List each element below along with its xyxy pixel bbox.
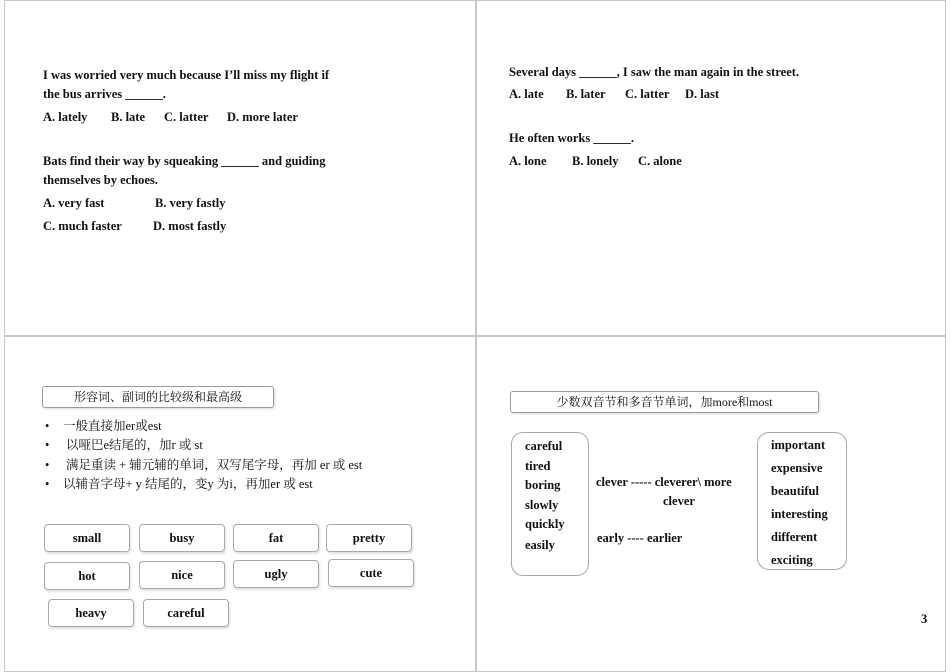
- word-card: heavy: [48, 599, 134, 627]
- option-b: B. lonely: [572, 154, 619, 168]
- option-b: B. very fastly: [155, 196, 226, 210]
- word: slowly: [525, 497, 559, 512]
- slide-1: [4, 0, 476, 336]
- bullet-icon: •: [45, 458, 50, 472]
- question-2-line-1: Bats find their way by squeaking ______ and guiding: [43, 154, 326, 168]
- word-card: fat: [233, 524, 319, 552]
- word-card: small: [44, 524, 130, 552]
- word-card: careful: [143, 599, 229, 627]
- bullet-icon: •: [45, 477, 50, 491]
- bullet-icon: •: [45, 438, 50, 452]
- option-c: C. latter: [625, 87, 670, 101]
- slide-title: 形容词、副词的比较级和最高级: [42, 386, 274, 408]
- option-d: D. last: [685, 87, 720, 101]
- page-number: 3: [921, 612, 928, 626]
- question-2-line-2: themselves by echoes.: [43, 173, 158, 187]
- slide-2: [476, 0, 946, 336]
- slide-title: 少数双音节和多音节单词，加more和most: [510, 391, 819, 413]
- option-c: C. alone: [638, 154, 682, 168]
- word: interesting: [771, 507, 828, 521]
- example-clever-line-2: clever: [663, 494, 695, 508]
- word: beautiful: [771, 484, 819, 498]
- word: careful: [525, 439, 563, 453]
- word: easily: [525, 538, 555, 552]
- word-card: hot: [44, 562, 130, 590]
- option-c: C. latter: [164, 110, 209, 124]
- example-early: early ---- earlier: [597, 531, 683, 545]
- rule-text: 一般直接加er或est: [63, 419, 162, 433]
- rule-text: 满足重读 + 辅元辅的单词，双写尾字母，再加 er 或 est: [66, 458, 363, 472]
- rule-text: 以哑巴e结尾的，加r 或 st: [66, 438, 203, 452]
- option-d: D. more later: [227, 110, 298, 124]
- rule-text: 以辅音字母+ y 结尾的，变y 为i，再加er 或 est: [63, 477, 313, 491]
- option-a: A. lately: [43, 110, 88, 124]
- question-1-line-2: the bus arrives ______.: [43, 87, 166, 101]
- word-column-right: [757, 432, 847, 570]
- word: important: [771, 438, 826, 452]
- option-b: B. later: [566, 87, 606, 101]
- word: quickly: [525, 517, 565, 531]
- question-4-line-1: He often works ______.: [509, 131, 634, 145]
- slide-3: [4, 336, 476, 672]
- slide-4: [476, 336, 946, 672]
- option-a: A. very fast: [43, 196, 105, 210]
- option-c: C. much faster: [43, 219, 122, 233]
- word: exciting: [771, 553, 813, 567]
- word-card: nice: [139, 561, 225, 589]
- word: tired: [525, 458, 551, 473]
- option-a: A. late: [509, 87, 544, 101]
- option-a: A. lone: [509, 154, 547, 168]
- word: different: [771, 530, 818, 544]
- word-card: cute: [328, 559, 414, 587]
- word-card: busy: [139, 524, 225, 552]
- bullet-icon: •: [45, 419, 50, 433]
- word: expensive: [771, 461, 823, 475]
- option-b: B. late: [111, 110, 146, 124]
- question-1-line-1: I was worried very much because I’ll miss my flight if: [43, 68, 330, 82]
- example-clever-line-1: clever ----- cleverer\ more: [596, 475, 732, 489]
- word: boring: [525, 478, 561, 492]
- question-3-line-1: Several days ______, I saw the man again in the street.: [509, 65, 800, 79]
- word-column-left: [511, 432, 589, 576]
- word-card: pretty: [326, 524, 412, 552]
- word-card: ugly: [233, 560, 319, 588]
- option-d: D. most fastly: [153, 219, 227, 233]
